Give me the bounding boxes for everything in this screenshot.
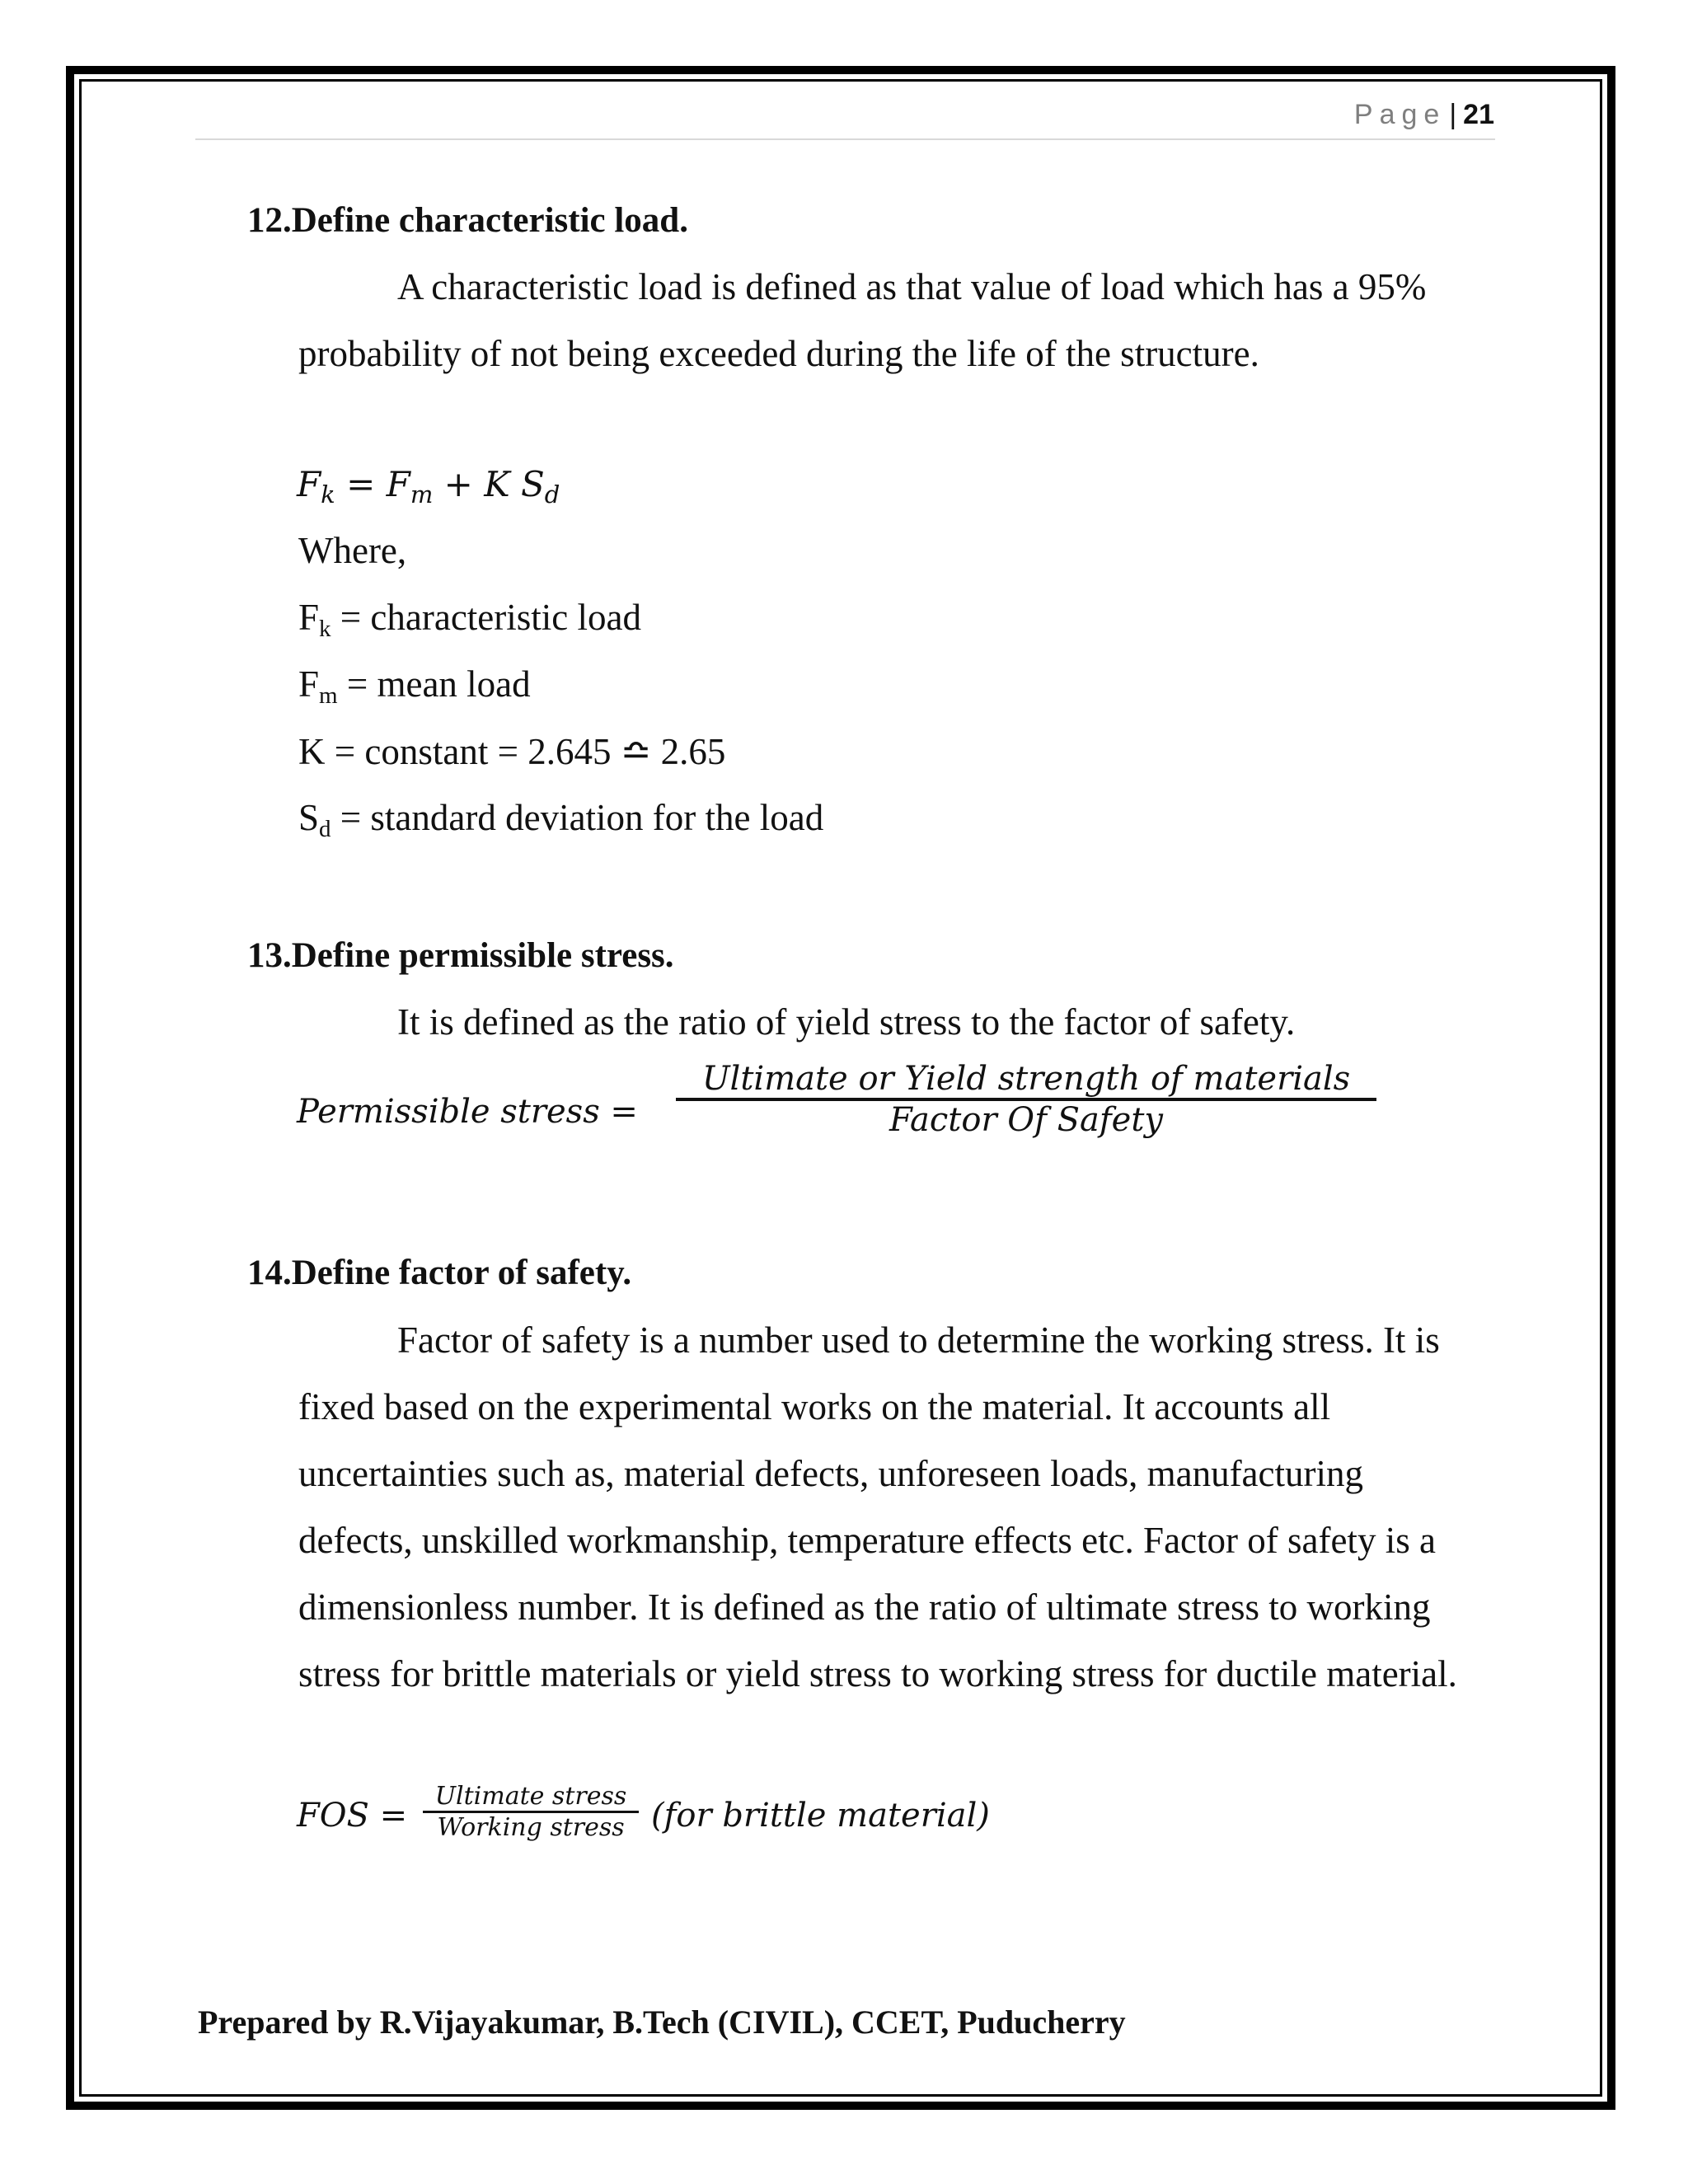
definition-fm: $F_m$ = mean load (298, 663, 531, 709)
fos-numerator: Ultimate stress (423, 1782, 639, 1813)
permissible-stress-lhs: Permissible stress = (297, 1093, 638, 1131)
q14-paragraph: Factor of safety is a number used to determine the working stress. It is fixed based on the experimental works on the material. It accounts all uncertainties such as, material defects, unforeseen loads, manufacturing defects, unskilled workmanship, temperature effects etc. Factor of safety is a dimensionless number. It is defined as the ratio of ultimate stress to working stress for brittle materials or yield stress to working stress for ductile material. (298, 1319, 1457, 1694)
footer-credit: Prepared by R.Vijayakumar, B.Tech (CIVIL), CCET, Puducherry (198, 2004, 1126, 2041)
page-separator: | (1449, 99, 1457, 130)
permissible-stress-fraction (676, 1060, 1376, 1139)
q14-heading: 14.Define factor of safety. (247, 1254, 632, 1292)
q13-paragraph: It is defined as the ratio of yield stress to the factor of safety. (397, 1001, 1296, 1043)
header-rule (195, 138, 1495, 140)
q13-heading: 13.Define permissible stress. (247, 936, 674, 975)
definition-k: K = constant = 2.645 ≏ 2.65 (298, 731, 726, 772)
definition-fk: $F_k$ = characteristic load (298, 597, 641, 642)
q12-paragraph: A characteristic load is defined as that value of load which has a 95% probability of not being exceeded during the life of the structure. (298, 266, 1427, 374)
page-label: Page (1353, 99, 1447, 130)
fraction-denominator: Factor Of Safety (889, 1101, 1163, 1139)
fos-denominator: Working stress (437, 1813, 625, 1842)
q12-heading: 12.Define characteristic load. (247, 201, 688, 240)
fos-note: (for brittle material) (651, 1797, 990, 1835)
fraction-numerator: Ultimate or Yield strength of materials (676, 1060, 1376, 1101)
page-number: 21 (1463, 99, 1494, 130)
definition-sd: $S_d$ = standard deviation for the load (298, 797, 824, 842)
fos-lhs: FOS = (297, 1797, 408, 1835)
q12-formula: $F_k = F_m + K$ $S_d$ (297, 464, 560, 509)
fos-fraction (423, 1782, 639, 1842)
where-label: Where, (298, 530, 407, 571)
page-number-header (1354, 99, 1494, 131)
